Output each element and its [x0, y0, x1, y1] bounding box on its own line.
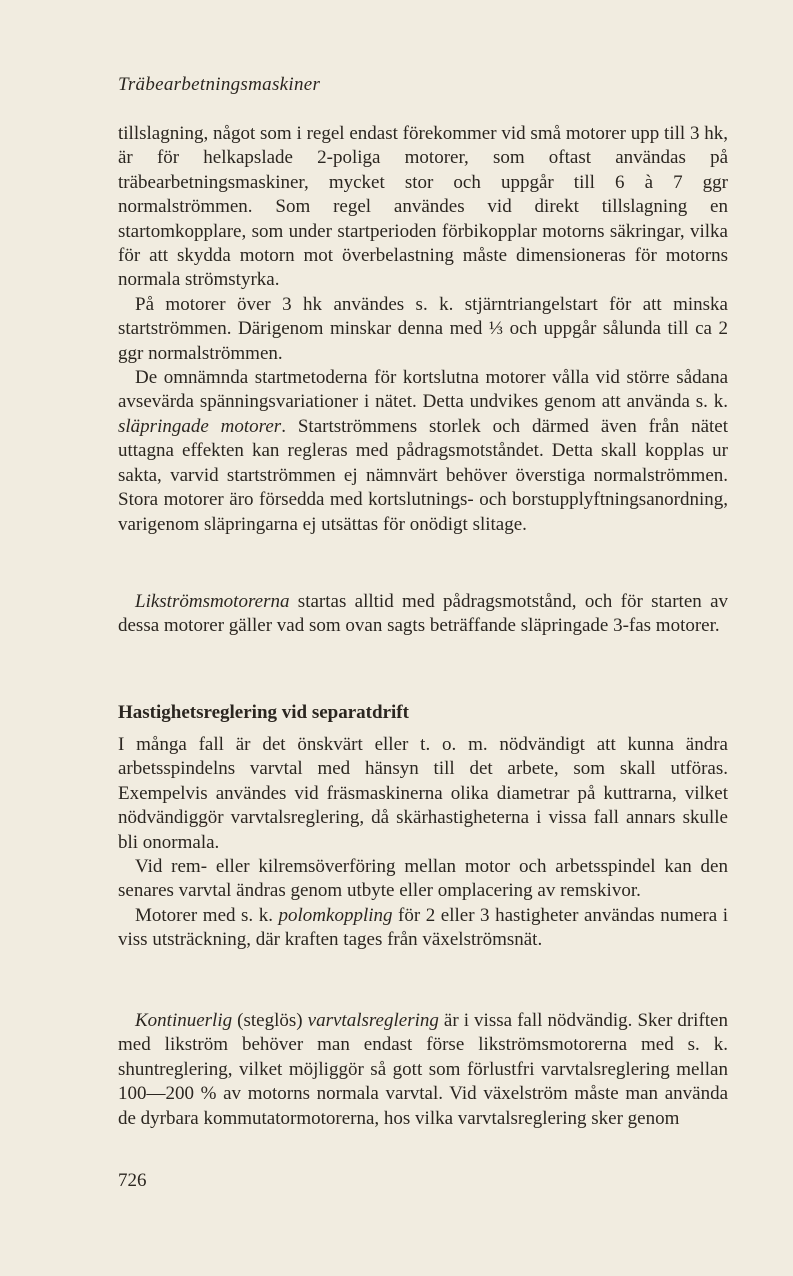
page-number: 726 — [118, 1170, 147, 1191]
paragraph: Vid rem- eller kilremsöverföring mellan motor och arbetsspindel kan den senares varvtal ändras genom utbyte eller omplacering av remskivor. — [118, 856, 728, 902]
emphasis: polomkoppling — [278, 904, 393, 926]
text-block-starting — [118, 122, 728, 537]
paragraph — [118, 293, 728, 366]
text-block-speed-control — [118, 733, 728, 953]
emphasis: Kontinuerlig — [135, 1010, 233, 1031]
paragraph: I många fall är det önskvärt eller t. o. m. nödvändigt att kunna ändra arbetsspindelns varvtal med hänsyn till det arbete, som skall utföras. Exempelvis användes vid fräsmaskinerna olika diametrar på kuttrarna, vilket nödvändiggör varvtalsreglering, då skärhastigheterna i vissa fall annars skulle bli onormala. — [118, 734, 728, 853]
text-block-continuous-control — [118, 1009, 728, 1131]
emphasis: Likströmsmotorerna — [135, 591, 290, 612]
paragraph: Motorer med s. k. polomkoppling för 2 eller 3 hastigheter användas numera i viss utsträckning, där kraften tages från växelströmsnät. — [118, 904, 728, 951]
section-heading: Hastighetsreglering vid separatdrift — [118, 702, 409, 723]
paragraph-text: På motorer över 3 hk användes s. k. stjärntriangelstart för att minska startströmmen. Därigenom minskar denna med ⅓ och uppgår sålunda till ca 2 ggr normalströmmen. — [118, 293, 728, 364]
emphasis: varvtalsreglering — [307, 1010, 439, 1031]
running-header: Träbearbetningsmaskiner — [118, 74, 321, 95]
paragraph: Likströmsmotorerna startas alltid med pådragsmotstånd, och för starten av dessa motorer gäller vad som ovan sagts beträffande släpringade 3-fas motorer. — [118, 591, 728, 637]
paragraph: Kontinuerlig (steglös) varvtalsreglering är i vissa fall nödvändig. Sker driften med likström behöver man endast förse likströmsmotorerna med s. k. shuntreglering, vilket möjliggör så gott som förlustfri varvtalsreglering mellan 100—200 % av motorns normala varvtal. Vid växelström måste man använda de dyrbara kommutatormotorerna, hos vilka varvtalsreglering sker genom — [118, 1010, 728, 1129]
paragraph: tillslagning, något som i regel endast förekommer vid små motorer upp till 3 hk, är för helkapslade 2-poliga motorer, som oftast användas på träbearbetningsmaskiner, mycket stor och uppgår till 6 à 7 ggr normalströmmen. Som regel användes vid direkt tillslagning en startomkopplare, som under startperioden förbikopplar motorns säkringar, vilka för att skydda motorn mot överbelastning måste dimensioneras för motorns normala strömstyrka. — [118, 123, 728, 291]
emphasis: släpringade motorer — [118, 415, 282, 437]
text-block-dc-motors — [118, 590, 728, 639]
paragraph: De omnämnda startmetoderna för kortslutna motorer vålla vid större sådana avsevärda spänningsvariationer i nätet. Detta undvikes genom att använda s. k. släpringade motorer. Startströmmens storlek och därmed även från nätet uttagna effekten kan regleras med pådragsmotståndet. Detta skall kopplas ur sakta, varvid startströmmen ej nämnvärt behöver överstiga normalströmmen. Stora motorer äro försedda med kortslutnings- och borstupplyftningsanordning, varigenom släpringarna ej utsättas för onödigt slitage. — [118, 367, 729, 535]
